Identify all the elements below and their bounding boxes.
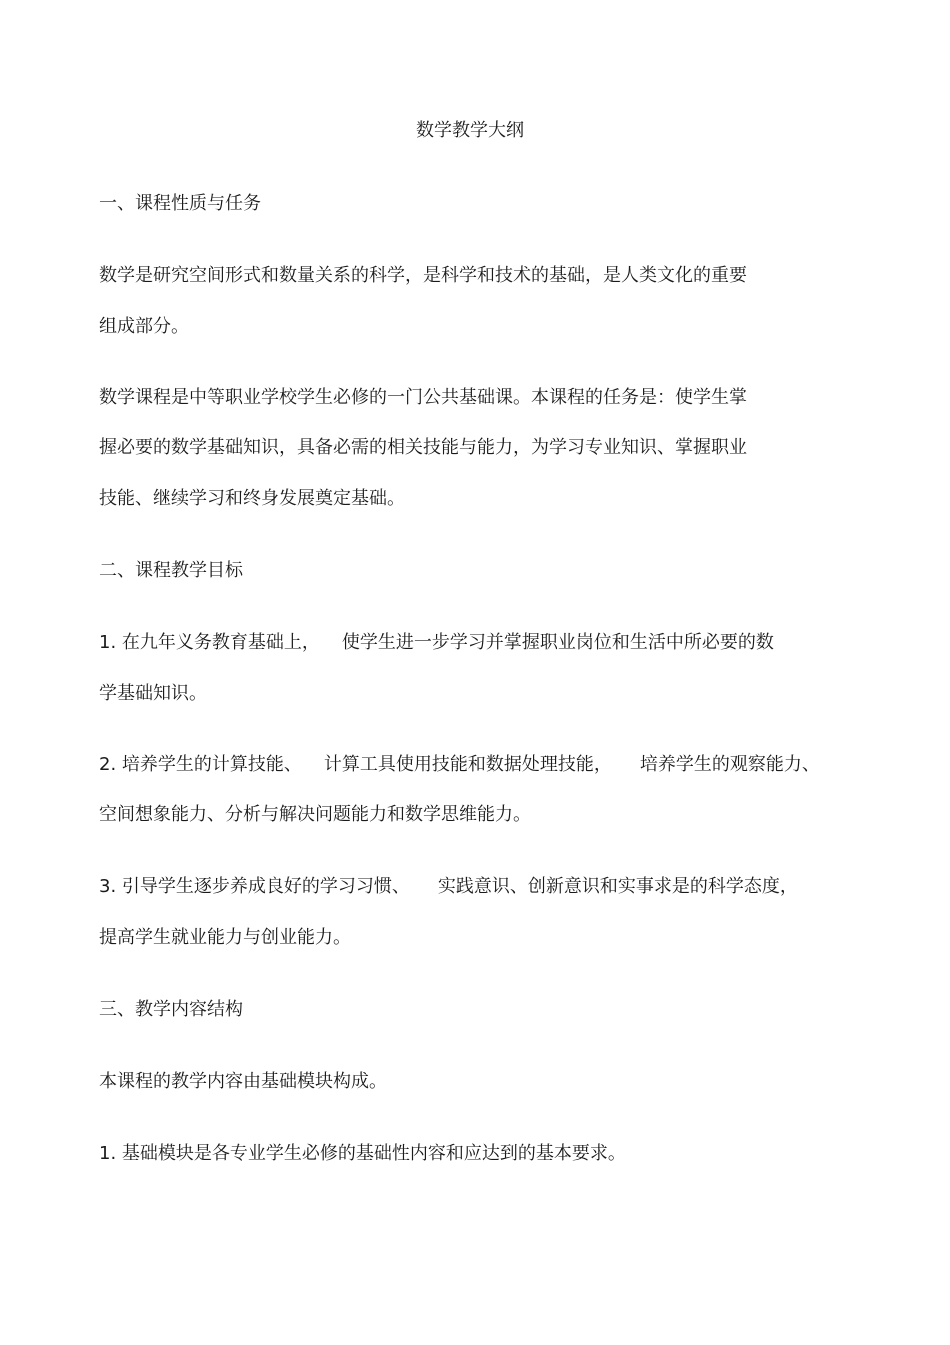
paragraph-line: 数学课程是中等职业学校学生必修的一门公共基础课。本课程的任务是：使学生掌 xyxy=(99,387,747,408)
list-item-line xyxy=(99,875,798,899)
paragraph-line: 握必要的数学基础知识，具备必需的相关技能与能力，为学习专业知识、掌握职业 xyxy=(99,437,747,458)
list-item-text: 培养学生的观察能力、 xyxy=(639,754,820,775)
section-heading-objectives: 二、课程教学目标 xyxy=(99,560,243,581)
list-item-text: 2. 培养学生的计算技能、 xyxy=(99,754,302,775)
document-title: 数学教学大纲 xyxy=(416,120,524,141)
paragraph-line: 本课程的教学内容由基础模块构成。 xyxy=(99,1071,387,1092)
paragraph-line: 技能、继续学习和终身发展奠定基础。 xyxy=(99,488,405,509)
paragraph-line: 数学是研究空间形式和数量关系的科学，是科学和技术的基础，是人类文化的重要 xyxy=(99,265,747,286)
list-item-text: 3. 引导学生逐步养成良好的学习习惯、 xyxy=(99,876,410,897)
section-heading-content-structure: 三、教学内容结构 xyxy=(99,999,243,1020)
list-item-line xyxy=(99,631,774,655)
list-item-text: 使学生进一步学习并掌握职业岗位和生活中所必要的数 xyxy=(341,632,774,653)
list-item-line xyxy=(99,753,820,777)
list-item-text: 1. 在九年义务教育基础上， xyxy=(99,632,320,653)
list-item-line: 1. 基础模块是各专业学生必修的基础性内容和应达到的基本要求。 xyxy=(99,1143,626,1164)
list-item-text: 计算工具使用技能和数据处理技能， xyxy=(323,754,612,775)
list-item-line: 空间想象能力、分析与解决问题能力和数学思维能力。 xyxy=(99,804,531,825)
list-item-text: 实践意识、创新意识和实事求是的科学态度， xyxy=(437,876,798,897)
list-item-line: 学基础知识。 xyxy=(99,683,207,704)
section-heading-nature-task: 一、课程性质与任务 xyxy=(99,193,261,214)
paragraph-line: 组成部分。 xyxy=(99,316,189,337)
list-item-line: 提高学生就业能力与创业能力。 xyxy=(99,927,351,948)
